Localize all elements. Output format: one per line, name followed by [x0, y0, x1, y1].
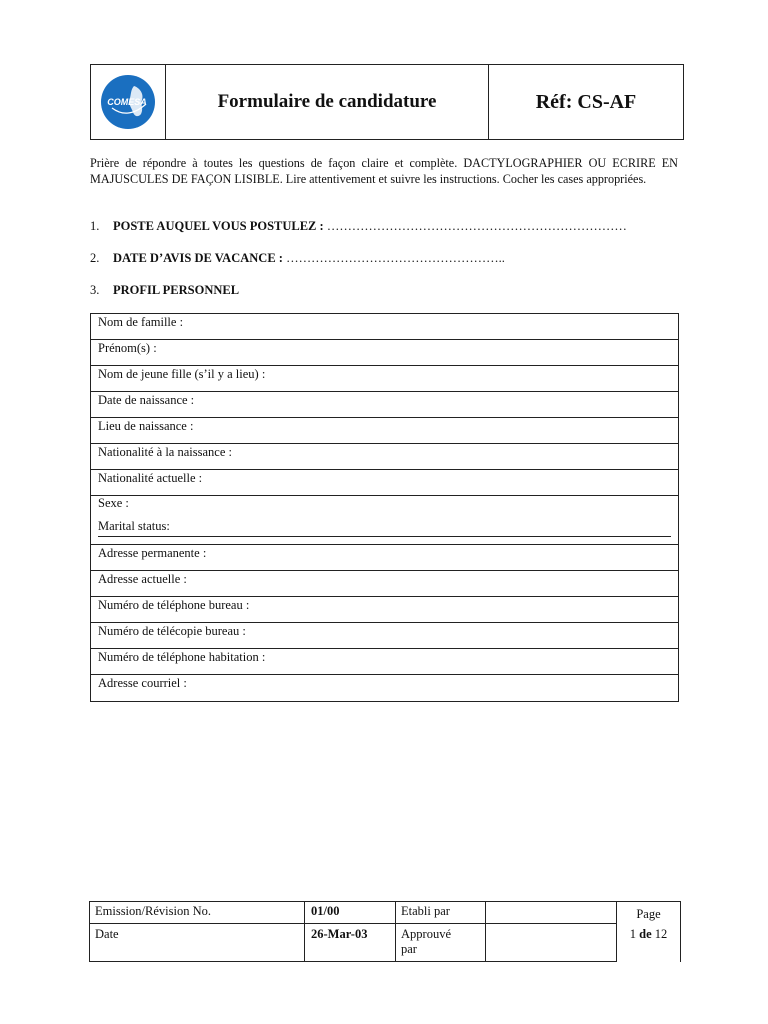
date-label: Date: [95, 927, 119, 941]
field-sex-marital[interactable]: [91, 496, 678, 545]
field-office-phone[interactable]: Numéro de téléphone bureau :: [91, 597, 678, 623]
established-by-label: Etabli par: [401, 904, 450, 918]
revision-label: Emission/Révision No.: [95, 904, 211, 918]
question-number: 1.: [90, 219, 100, 233]
question-label: PROFIL PERSONNEL: [113, 283, 240, 297]
field-birth-place[interactable]: Lieu de naissance :: [91, 418, 678, 444]
form-title: Formulaire de candidature: [166, 65, 489, 139]
field-permanent-address[interactable]: Adresse permanente :: [91, 545, 678, 571]
svg-text:COMESA: COMESA: [107, 97, 147, 107]
comesa-logo: [100, 74, 156, 130]
approved-by-line1: Approuvé: [401, 927, 451, 941]
logo-cell: [91, 65, 166, 139]
field-last-name[interactable]: Nom de famille :: [91, 314, 678, 340]
question-number: 2.: [90, 251, 100, 265]
field-nationality-current[interactable]: Nationalité actuelle :: [91, 470, 678, 496]
question-number: 3.: [90, 283, 100, 297]
field-sex: Sexe :: [98, 496, 129, 510]
fill-line[interactable]: ………………………………………………………………: [323, 219, 627, 233]
page-of: de: [639, 927, 652, 941]
field-birth-date[interactable]: Date de naissance :: [91, 392, 678, 418]
field-first-names[interactable]: Prénom(s) :: [91, 340, 678, 366]
page-current: 1: [629, 927, 636, 941]
instructions-paragraph: Prière de répondre à toutes les questions de façon claire et complète. DACTYLOGRAPHIER OU ECRIRE EN MAJUSCULES DE FAÇON LISIBLE. Lire attentivement et suivre les instructions. Cocher les cases appropriées.: [90, 156, 678, 186]
question-position: [90, 219, 627, 234]
question-vacancy-date: [90, 251, 505, 266]
question-personal-profile: [90, 283, 239, 298]
field-maiden-name[interactable]: Nom de jeune fille (s’il y a lieu) :: [91, 366, 678, 392]
footer-table: [89, 901, 681, 962]
field-email[interactable]: Adresse courriel :: [98, 676, 187, 690]
field-home-phone[interactable]: Numéro de téléphone habitation :: [91, 649, 678, 675]
field-office-fax[interactable]: Numéro de télécopie bureau :: [91, 623, 678, 649]
approved-by-label: [401, 927, 451, 957]
page-total: 12: [654, 927, 668, 941]
question-label: POSTE AUQUEL VOUS POSTULEZ :: [113, 219, 324, 233]
form-reference: Réf: CS-AF: [535, 90, 637, 113]
personal-profile-table: [90, 313, 679, 702]
header-table: [90, 64, 684, 140]
field-marital-status: Marital status:: [98, 519, 170, 533]
revision-value: 01/00: [311, 904, 340, 918]
date-value: 26-Mar-03: [311, 927, 368, 941]
approved-by-line2: par: [401, 942, 417, 956]
field-current-address[interactable]: Adresse actuelle :: [91, 571, 678, 597]
marital-underline: [98, 536, 671, 537]
question-label: DATE D’AVIS DE VACANCE :: [113, 251, 283, 265]
field-nationality-birth[interactable]: Nationalité à la naissance :: [91, 444, 678, 470]
page-label: Page: [636, 907, 661, 921]
page-indicator: [617, 904, 680, 944]
fill-line[interactable]: ……………………………………………..: [282, 251, 505, 265]
